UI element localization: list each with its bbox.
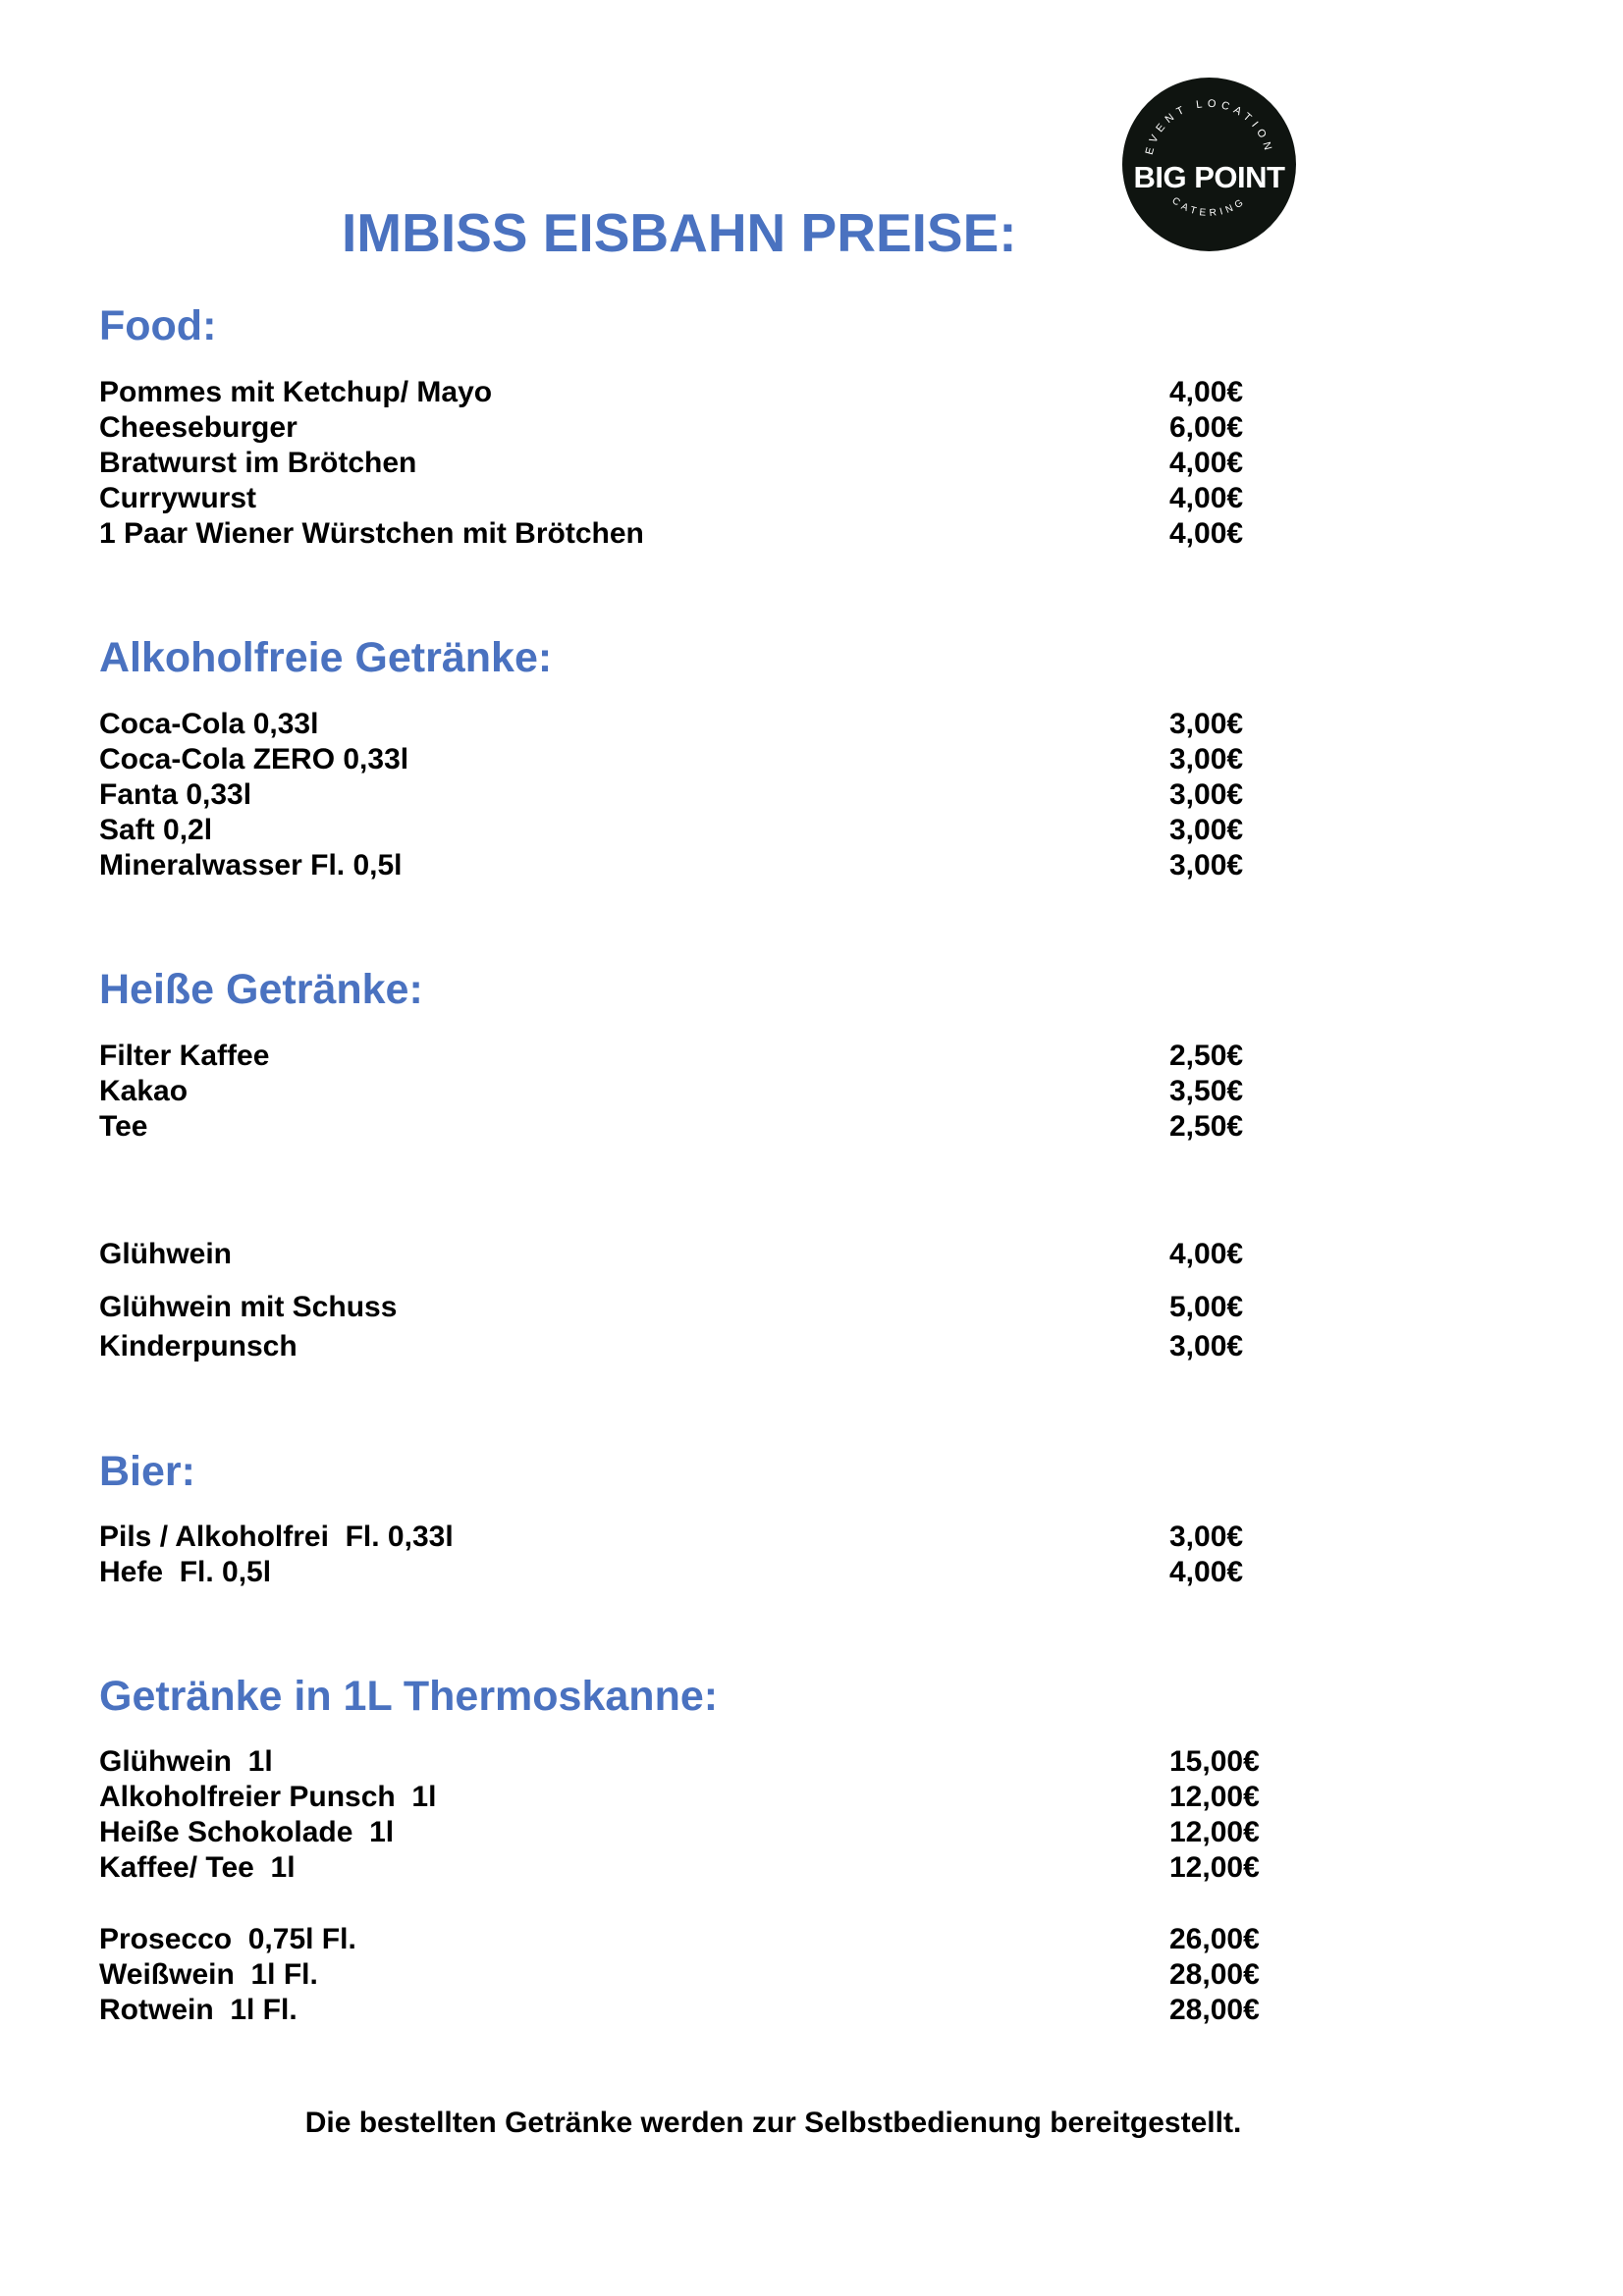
item-price: 3,00€ [1169,743,1244,775]
item-price: 3,00€ [1169,708,1244,740]
item-name: Kaffee/ Tee 1l [99,1851,296,1884]
menu-item [99,1815,1277,1850]
item-name: Pils / Alkoholfrei Fl. 0,33l [99,1521,454,1553]
menu-item [99,481,1277,516]
menu-item [99,1850,1277,1886]
menu-item [99,777,1277,813]
item-price: 12,00€ [1169,1816,1260,1848]
item-price: 3,00€ [1169,849,1244,881]
item-price: 4,00€ [1169,482,1244,514]
menu-item [99,813,1277,848]
item-name: Tee [99,1110,148,1143]
item-price: 4,00€ [1169,1238,1244,1270]
item-price: 2,50€ [1169,1110,1244,1143]
page-title: IMBISS EISBAHN PREISE: [342,202,1017,263]
menu-item [99,1039,1277,1074]
section-heading-thermoskanne: Getränke in 1L Thermoskanne: [99,1673,719,1720]
big-point-logo [1122,78,1296,251]
item-name: Glühwein 1l [99,1745,273,1778]
item-name: Mineralwasser Fl. 0,5l [99,849,403,881]
section-heading-heisse-getraenke: Heiße Getränke: [99,966,423,1013]
menu-item [99,1290,1277,1325]
item-price: 28,00€ [1169,1958,1260,1991]
item-name: Prosecco 0,75l Fl. [99,1923,356,1955]
menu-item [99,1237,1277,1272]
item-price: 4,00€ [1169,447,1244,479]
item-name: Fanta 0,33l [99,778,252,811]
item-name: Pommes mit Ketchup/ Mayo [99,376,493,408]
menu-item [99,1109,1277,1145]
logo-top-arc: EVENT LOCATION [1143,97,1275,157]
item-price: 5,00€ [1169,1291,1244,1323]
footer-note: Die bestellten Getränke werden zur Selbstbedienung bereitgestellt. [304,2107,1242,2139]
item-name: Heiße Schokolade 1l [99,1816,395,1848]
item-price: 26,00€ [1169,1923,1260,1955]
item-name: Currywurst [99,482,257,514]
item-price: 2,50€ [1169,1040,1244,1072]
logo-main-text: BIG POINT [1133,160,1285,194]
section-heading-alkoholfreie-getraenke: Alkoholfreie Getränke: [99,634,553,681]
item-price: 4,00€ [1169,517,1244,550]
item-name: Glühwein [99,1238,232,1270]
menu-item [99,516,1277,552]
item-name: Coca-Cola 0,33l [99,708,319,740]
item-price: 3,00€ [1169,1330,1244,1362]
section-heading-bier: Bier: [99,1448,195,1495]
item-price: 28,00€ [1169,1994,1260,2026]
menu-item [99,446,1277,481]
item-name: Coca-Cola ZERO 0,33l [99,743,409,775]
item-price: 4,00€ [1169,1556,1244,1588]
menu-item [99,742,1277,777]
menu-item [99,1520,1277,1555]
menu-item [99,707,1277,742]
item-name: 1 Paar Wiener Würstchen mit Brötchen [99,517,644,550]
item-name: Cheeseburger [99,411,298,444]
menu-item [99,1922,1277,1957]
item-name: Rotwein 1l Fl. [99,1994,298,2026]
svg-text:CATERING [1169,195,1248,219]
menu-item [99,1957,1277,1993]
item-price: 3,00€ [1169,814,1244,846]
menu-item [99,1555,1277,1590]
logo-bottom-arc: CATERING [1169,195,1249,220]
menu-item [99,1074,1277,1109]
item-price: 15,00€ [1169,1745,1260,1778]
item-price: 4,00€ [1169,376,1244,408]
menu-item [99,848,1277,883]
item-name: Glühwein mit Schuss [99,1291,398,1323]
menu-item [99,375,1277,410]
section-heading-food: Food: [99,302,217,349]
menu-item [99,1780,1277,1815]
item-price: 3,00€ [1169,1521,1244,1553]
svg-text:EVENT LOCATION [1144,98,1275,156]
item-name: Kakao [99,1075,189,1107]
menu-item [99,410,1277,446]
item-name: Filter Kaffee [99,1040,270,1072]
item-name: Bratwurst im Brötchen [99,447,417,479]
item-name: Kinderpunsch [99,1330,298,1362]
menu-item [99,1329,1277,1364]
item-name: Hefe Fl. 0,5l [99,1556,272,1588]
item-price: 12,00€ [1169,1851,1260,1884]
menu-item [99,1993,1277,2028]
item-price: 3,50€ [1169,1075,1244,1107]
item-name: Weißwein 1l Fl. [99,1958,318,1991]
item-price: 3,00€ [1169,778,1244,811]
item-name: Saft 0,2l [99,814,213,846]
item-name: Alkoholfreier Punsch 1l [99,1781,437,1813]
menu-item [99,1744,1277,1780]
item-price: 12,00€ [1169,1781,1260,1813]
item-price: 6,00€ [1169,411,1244,444]
